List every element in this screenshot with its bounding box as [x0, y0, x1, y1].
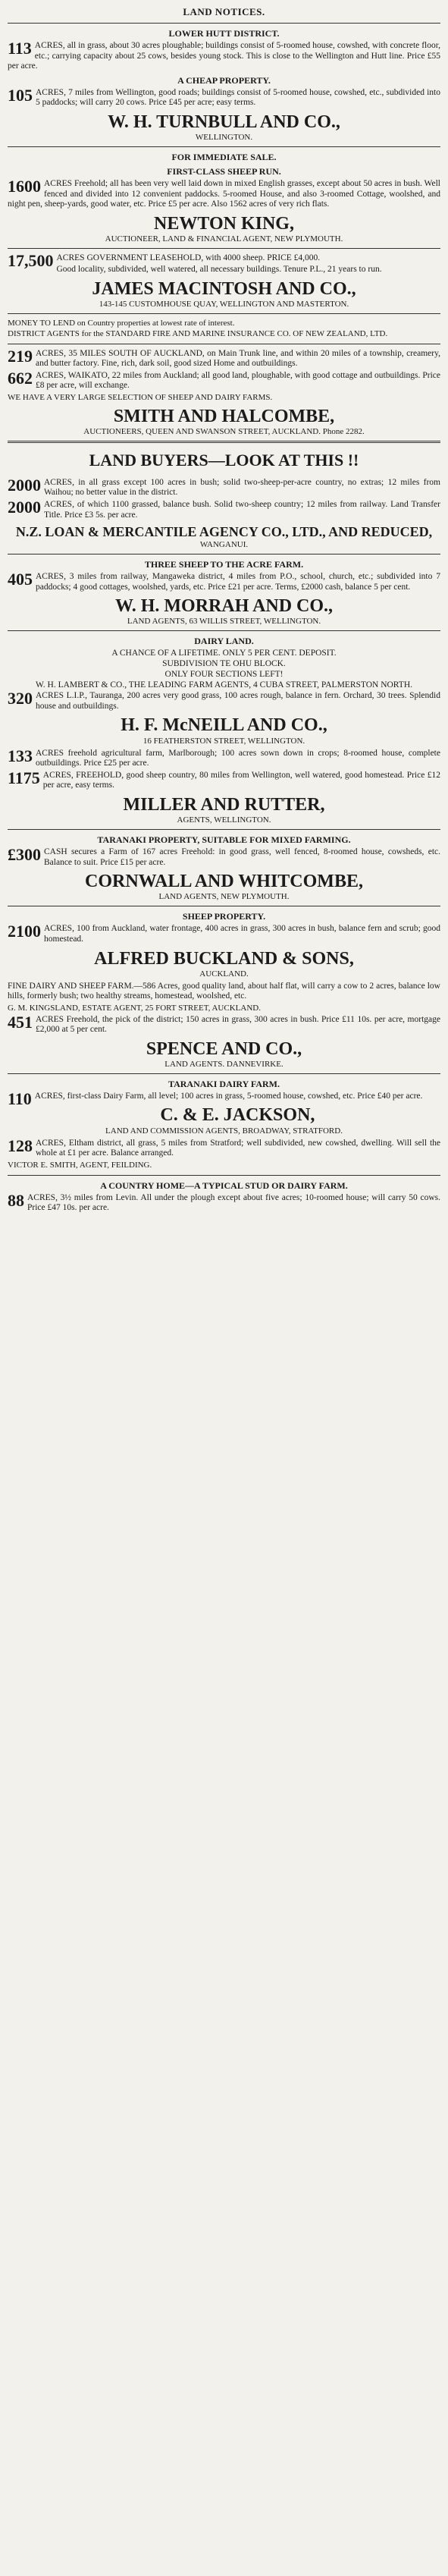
listing-lead: 451	[8, 1012, 33, 1032]
agent-sub: LAND AGENTS, NEW PLYMOUTH.	[158, 892, 290, 902]
listing-lead: 113	[8, 39, 32, 58]
divider	[8, 630, 440, 631]
agent-address: AUCTIONEERS, QUEEN AND SWANSON STREET, AUCKLAND.	[83, 426, 321, 436]
listing-1600	[8, 179, 440, 210]
listing-text: ACRES, FREEHOLD, good sheep country, 80 miles from Wellington, well watered, good homestead. Price £12 per acre, easy terms.	[42, 770, 440, 790]
only-four-sections: ONLY FOUR SECTIONS LEFT!	[164, 670, 284, 680]
listing-lead: £300	[8, 845, 41, 865]
agent-buckland: ALFRED BUCKLAND & SONS,	[94, 948, 354, 969]
listing-lead: 105	[8, 85, 33, 105]
listing-113	[8, 41, 440, 72]
divider	[8, 313, 440, 314]
victor-smith: VICTOR E. SMITH, AGENT, FEILDING.	[8, 1160, 152, 1170]
listing-133	[8, 746, 440, 769]
listing-lead: 110	[8, 1089, 32, 1108]
listing-lead: 1600	[8, 177, 41, 196]
agent-morrah: W. H. MORRAH AND CO.,	[114, 596, 334, 617]
sheep-run-head: FIRST-CLASS SHEEP RUN.	[167, 166, 281, 177]
listing-405	[8, 572, 440, 592]
listing-text: ACRES, in all grass except 100 acres in bush; solid two-sheep-per-acre country, no extras; 12 miles from Waihou; no better value in the district.	[44, 477, 440, 498]
agent-nz-loan: N.Z. LOAN & MERCANTILE AGENCY CO., LTD., AND REDUCED,	[15, 524, 433, 540]
agent-sub: AUCTIONEER, LAND & FINANCIAL AGENT, NEW PLYMOUTH.	[105, 234, 343, 243]
listing-text: ACRES Freehold; all has been very well laid down in mixed English grasses, except about 50 acres in bush. Well fenced and divided into 12 convenient paddocks. 5-roomed House, and also 3-roomed Cottage, woolshed, and night pen, sheep-yards, good water, etc. Price £5 per acre. Also 1562 acres of very rich flats.	[8, 179, 440, 209]
listing-2000-a	[8, 475, 440, 498]
agent-spence: SPENCE AND CO.,	[146, 1038, 302, 1059]
divider	[8, 829, 440, 830]
newspaper-page	[8, 0, 440, 1218]
country-home-head: A COUNTRY HOME—A TYPICAL STUD OR DAIRY FARM.	[100, 1180, 348, 1191]
listing-text: ACRES, 100 from Auckland, water frontage, 400 acres in grass, 300 acres in bush, balance fern and scrub; good homestead.	[44, 924, 440, 944]
agent-sub: LAND AND COMMISSION AGENTS, BROADWAY, STRATFORD.	[105, 1126, 343, 1136]
listing-lead: 219	[8, 346, 33, 366]
subdivision: SUBDIVISION TE OHU BLOCK.	[162, 659, 286, 669]
agent-sub: WANGANUI.	[199, 540, 249, 550]
agent-mcneill: H. F. McNEILL AND CO.,	[121, 715, 327, 736]
kingsland: G. M. KINGSLAND, ESTATE AGENT, 25 FORT STREET, AUCKLAND.	[8, 1003, 261, 1013]
taranaki-head: TARANAKI PROPERTY, SUITABLE FOR MIXED FARMING.	[97, 834, 351, 846]
listing-2100	[8, 924, 440, 944]
agent-sub: AUCKLAND.	[199, 969, 249, 979]
listing-lead: 2000	[8, 475, 41, 495]
listing-lead: 662	[8, 368, 33, 388]
sheep-property-head: SHEEP PROPERTY.	[182, 911, 266, 922]
lambert: W. H. LAMBERT & CO., THE LEADING FARM AGENTS, 4 CUBA STREET, PALMERSTON NORTH.	[36, 680, 412, 690]
listing-lead: 17,500	[8, 250, 54, 270]
listing-110	[8, 1089, 440, 1108]
listing-text: ACRES, Eltham district, all grass, 5 miles from Stratford; well subdivided, new cowshed, dwelling. Will sell the whole at £1 per acre. Balance arranged.	[36, 1138, 440, 1158]
agent-jackson: C. & E. JACKSON,	[160, 1105, 315, 1126]
chance-of-lifetime: A CHANCE OF A LIFETIME. ONLY 5 PER CENT. DEPOSIT.	[111, 649, 337, 658]
listing-105	[8, 85, 440, 108]
agent-phone: Phone 2282.	[322, 426, 365, 436]
listing-lead: 1175	[8, 768, 40, 787]
listing-tail: Good locality, subdivided, well watered, all necessary buildings. Tenure P.L., 21 years to run.	[56, 265, 382, 275]
listing-text: ACRES, 35 MILES SOUTH OF AUCKLAND, on Main Trunk line, and within 20 miles of a township, creamery, and butter factory. Fine, rich, dark soil, good sized Home and outbuildings.	[36, 348, 440, 369]
listing-text: CASH secures a Farm of 167 acres Freehold: in good grass, well fenced, 8-roomed house, cowsheds, etc. Balance to suit. Price £15 per acre.	[44, 847, 440, 867]
agent-miller-rutter: MILLER AND RUTTER,	[123, 794, 325, 815]
agent-sub: WELLINGTON.	[195, 133, 253, 142]
listing-text: ACRES, first-class Dairy Farm, all level; 100 acres in grass, 5-roomed house, cowshed, etc. Price £40 per acre.	[34, 1091, 423, 1101]
listing-lead: 2000	[8, 498, 41, 517]
listing-text: ACRES, 7 miles from Wellington, good roads; buildings consist of 5-roomed house, cowshed, etc., subdivided into 5 paddocks; will carry 20 cows. Price £45 per acre; easy terms.	[36, 87, 440, 108]
listing-lead: 133	[8, 746, 33, 765]
divider	[8, 146, 440, 147]
divider	[8, 23, 440, 24]
listing-text: ACRES, all in grass, about 30 acres ploughable; buildings consist of 5-roomed house, cowshed, with concrete floor, etc.; carrying capacity about 25 cows, besides young stock. This is close to the Wellington and Hutt line. Price £55 per acre.	[8, 41, 440, 71]
listing-text: ACRES freehold agricultural farm, Marlborough; 100 acres sown down in crops; 8-roomed house, complete outbuildings. Price £25 per acre.	[36, 748, 440, 768]
subhead-cheap-property: A CHEAP PROPERTY.	[177, 74, 271, 86]
agent-cornwall: CORNWALL AND WHITCOMBE,	[85, 872, 363, 892]
divider	[8, 441, 440, 443]
listing-2000-b	[8, 500, 440, 520]
agent-turnbull: W. H. TURNBULL AND CO.,	[108, 112, 340, 132]
dairy-land-head: DAIRY LAND.	[194, 636, 254, 647]
listing-662	[8, 368, 440, 391]
listing-1175	[8, 768, 440, 791]
listing-lead: 2100	[8, 922, 41, 941]
listing-lead: 405	[8, 570, 33, 589]
listing-219	[8, 346, 440, 369]
agent-sub: LAND AGENTS, 63 WILLIS STREET, WELLINGTON.	[127, 617, 321, 627]
listing-451	[8, 1012, 440, 1035]
listing-text: ACRES, 3½ miles from Levin. All under the plough except about five acres; 10-roomed house; will carry 50 cows. Price £47 10s. per acre.	[27, 1192, 440, 1213]
agent-sub: AGENTS, WELLINGTON.	[177, 815, 271, 825]
listing-128	[8, 1136, 440, 1159]
listing-text: ACRES, 3 miles from railway, Mangaweka district, 4 miles from P.O., school, church, etc.; subdivided into 7 paddocks; 4 good cottages, woolshed, yards, etc. Price £21 per acre. Terms, £2000 cash, balance 5 per cent.	[36, 572, 440, 592]
listing-lead: 88	[8, 1190, 24, 1210]
listing-88	[8, 1190, 440, 1214]
page-title: LAND NOTICES.	[183, 6, 265, 17]
agent-newton-king: NEWTON KING,	[154, 213, 294, 234]
agent-sub: LAND AGENTS. DANNEVIRKE.	[164, 1059, 284, 1069]
listing-text: ACRES GOVERNMENT LEASEHOLD, with 4000 sheep. PRICE £4,000.	[56, 253, 321, 262]
agent-macintosh: JAMES MACINTOSH AND CO.,	[92, 279, 356, 299]
agent-sub: 143-145 CUSTOMHOUSE QUAY, WELLINGTON AND MASTERTON.	[99, 300, 349, 309]
listing-text: ACRES L.I.P., Tauranga, 200 acres very good grass, 100 acres rough, balance in fern. Orchard, 30 trees. Splendid house and outbuildings.	[36, 691, 440, 711]
agent-sub: 16 FEATHERSTON STREET, WELLINGTON.	[143, 736, 305, 746]
taranaki-dairy-head: TARANAKI DAIRY FARM.	[168, 1078, 280, 1089]
listing-lead: 320	[8, 689, 33, 708]
land-buyers-headline: LAND BUYERS—LOOK AT THIS !!	[89, 450, 359, 470]
agent-sub	[8, 427, 440, 436]
listing-300	[8, 847, 440, 868]
money-to-lend: MONEY TO LEND on Country properties at lowest rate of interest.	[8, 319, 235, 328]
section-head-lower-hutt: LOWER HUTT DISTRICT.	[168, 28, 280, 39]
district-agents: DISTRICT AGENTS for the STANDARD FIRE AND MARINE INSURANCE CO. OF NEW ZEALAND, LTD.	[8, 328, 388, 338]
listing-lead: 128	[8, 1136, 33, 1155]
divider	[8, 1073, 440, 1074]
three-sheep-head: THREE SHEEP TO THE ACRE FARM.	[144, 559, 304, 570]
listing-text: ACRES Freehold, the pick of the district; 150 acres in grass, 300 acres in bush. Price £11 10s. per acre, mortgage £2,000 at 5 per cent.	[36, 1014, 440, 1035]
divider	[8, 1175, 440, 1176]
divider	[8, 248, 440, 249]
big-selection: WE HAVE A VERY LARGE SELECTION OF SHEEP AND DAIRY FARMS.	[8, 392, 273, 402]
dairy-sheep-farm: FINE DAIRY AND SHEEP FARM.—586 Acres, good quality land, about half flat, will carry a cow to 2 acres, balance low hills, formerly bush; two healthy streams, homestead, woolshed, etc.	[8, 981, 440, 1001]
immediate-sale: FOR IMMEDIATE SALE.	[171, 152, 277, 162]
listing-text: ACRES, WAIKATO, 22 miles from Auckland; all good land, ploughable, with good cottage and outbuildings. Price £8 per acre, will exchange.	[36, 370, 440, 391]
listing-text: ACRES, of which 1100 grassed, balance bush. Solid two-sheep country; 12 miles from railway. Land Transfer Title. Price £3 5s. per acre.	[44, 500, 440, 520]
listing-320	[8, 691, 440, 712]
agent-smith-halcombe: SMITH AND HALCOMBE,	[113, 406, 335, 426]
